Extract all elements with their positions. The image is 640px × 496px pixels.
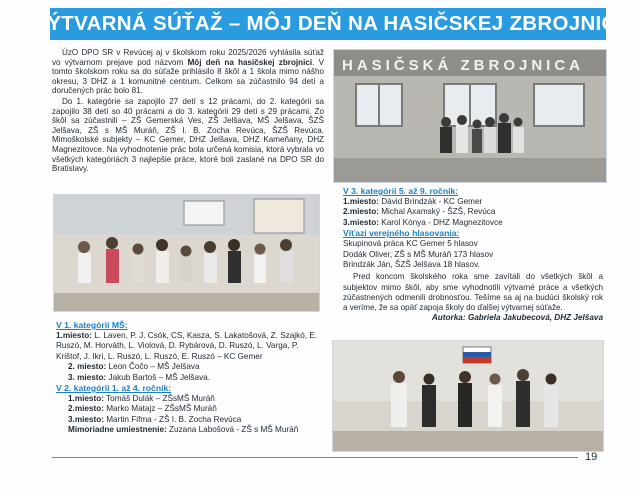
cat3-first-label: 1.miesto: [343,197,379,206]
intro-paragraph-2: Do 1. kategórie sa zapojilo 27 detí s 12 prácami, do 2. kategórii sa zapojilo 38 detí so 40 prácami a do 3. kategórii 29 detí s 29 prácami. Zo škôl sa zúčastnili – ZŠ Gemerská Ves, ZŠ Jelšava, MŠ Jelšava, ŠZŠ Jelšava, ZŠ s MŠ Muráň, ZŠ I. B. Zocha Revúca, ŠZŠ Revúca. Mimoškolské subjekty – KC Gemer, DHZ Jelšava, DHZ Kameňany, DHZ Magnezitovce. Na vyhodnotenie prác bola určená komisia, ktorá vybrala vo všetkých kategóriách 3 najlepšie práce, ktoré boli zaslané na DPO SR do Bratislavy. [52,96,324,174]
page-title: VÝTVARNÁ SÚŤAŽ – MÔJ DEŇ NA HASIČSKEJ ZBROJNICI [33,12,623,35]
intro-text-a: ÚzO DPO SR v Revúcej aj v školskom roku 2025/2026 vyhlásila súťaž vo výtvarnom prejave pod názvom [52,48,324,67]
cat3-first-place [343,197,603,207]
cat2-first-place [56,394,326,404]
intro-column [52,48,324,174]
cat2-third-text: Martin Fifma - ZŠ I. B. Zocha Revúca [103,414,242,424]
cat3-second-text: Michal Axamský - ŠZŠ, Revúca [378,207,496,217]
photo-children-group [53,194,320,312]
cat1-first-label: 1.miesto: [56,331,92,340]
photo-award-ceremony [332,340,604,452]
results-left-column [56,320,326,436]
children-group-illustration [54,195,319,311]
cat1-first-text: L. Laven, P. J. Csók, CS, Kasza, S. Lakatošová, Z. Szajkó, E. Ruszó, M. Horváth, L. Violová, D. Rybárová, D. Ruszó, L. Varga, P. Krištof, J. Ikri, L. Ruszó, L. Ruszó, E. Ruszó – KC Gemer [56,331,318,361]
category-2-heading: V 2. kategórii 1. až 4. ročník: [56,383,172,394]
cat3-third-label: 3.miesto: [343,217,379,227]
category-1-heading: V 1. kategórii MŠ: [56,320,128,330]
cat3-third-place [343,218,603,228]
cat2-third-place [56,415,326,425]
footer-divider [52,457,578,458]
station-sign: HASIČSKÁ ZBROJNICA [342,57,585,74]
cat2-second-label: 2.miesto: [68,404,104,414]
cat2-honorable-mention [56,425,326,435]
cat2-honor-label: Mimoriadne umiestnenie: [68,425,167,435]
cat1-first-place [56,331,326,362]
public-vote-heading: Víťazi verejného hlasovania: [343,228,460,239]
cat1-second-label: 2. miesto: [68,362,107,372]
results-right-column [343,186,603,323]
cat1-third-label: 3. miesto: [68,372,107,382]
cat3-second-label: 2.miesto: [343,207,379,217]
cat1-third-place [56,373,326,383]
cat1-third-text: Jakub Bartoš – MŠ Jelšava. [106,372,210,382]
public-vote-line-3: Brindzák Ján, ŠZŠ Jelšava 18 hlasov. [343,260,480,270]
cat2-first-text: Tomáš Dulák – ZŠsMŠ Muráň [103,394,215,404]
photo-fire-station [333,49,607,183]
public-vote-line-2: Dodák Oliver, ZŠ s MŠ Muráň 173 hlasov [343,249,494,259]
contest-name: Môj deň na hasičskej zbrojnici [187,57,313,67]
cat3-third-text: Karol Kónya - DHZ Magnezitovce [378,217,503,227]
closing-paragraph: Pred koncom školského roka sme zavítali do všetkých škôl a subjektov mimo škôl, aby sme vyhodnotili výtvarné práce a všetkých zúčastnených odmenili drobnosťou. Tešíme sa aj na budúci školský rok a veríme, že sa opäť zapoja školy do ďalšej výtvarnej súťaže. [343,272,603,313]
intro-text-c: . V tomto školskom roku sa do súťaže prihlásilo 8 škôl a 1 škola mimo nášho okresu, 3 DHZ a 1 komunitné centrum. Celkom sa zúčastnilo 94 detí a doručených prác bolo 81. [52,57,324,96]
cat2-second-text: Marko Matajz – ZŠsMŠ Muráň [103,404,217,414]
category-3-heading: V 3. kategórii 5. až 9. ročník: [343,186,459,196]
cat3-first-text: Dávid Brindzák - KC Gemer [378,197,483,206]
fire-station-illustration [334,50,606,182]
title-banner [33,8,623,40]
cat2-honor-text: Zuzana Labošová - ZŠ s MŠ Muráň [166,425,299,435]
cat1-second-text: Leon Čočo – MŠ Jelšava [106,362,200,372]
intro-paragraph-1 [52,48,324,96]
page-number: 19 [585,451,598,463]
cat3-second-place [343,207,603,217]
public-vote-line-1: Skupinová práca KC Gemer 5 hlasov [343,239,478,249]
cat2-second-place [56,404,326,414]
award-ceremony-illustration [333,341,603,451]
author-credit: Autorka: Gabriela Jakubecová, DHZ Jelšava [431,313,603,323]
cat1-second-place [56,362,326,372]
cat2-first-label: 1.miesto: [68,394,104,404]
cat2-third-label: 3.miesto: [68,414,104,424]
